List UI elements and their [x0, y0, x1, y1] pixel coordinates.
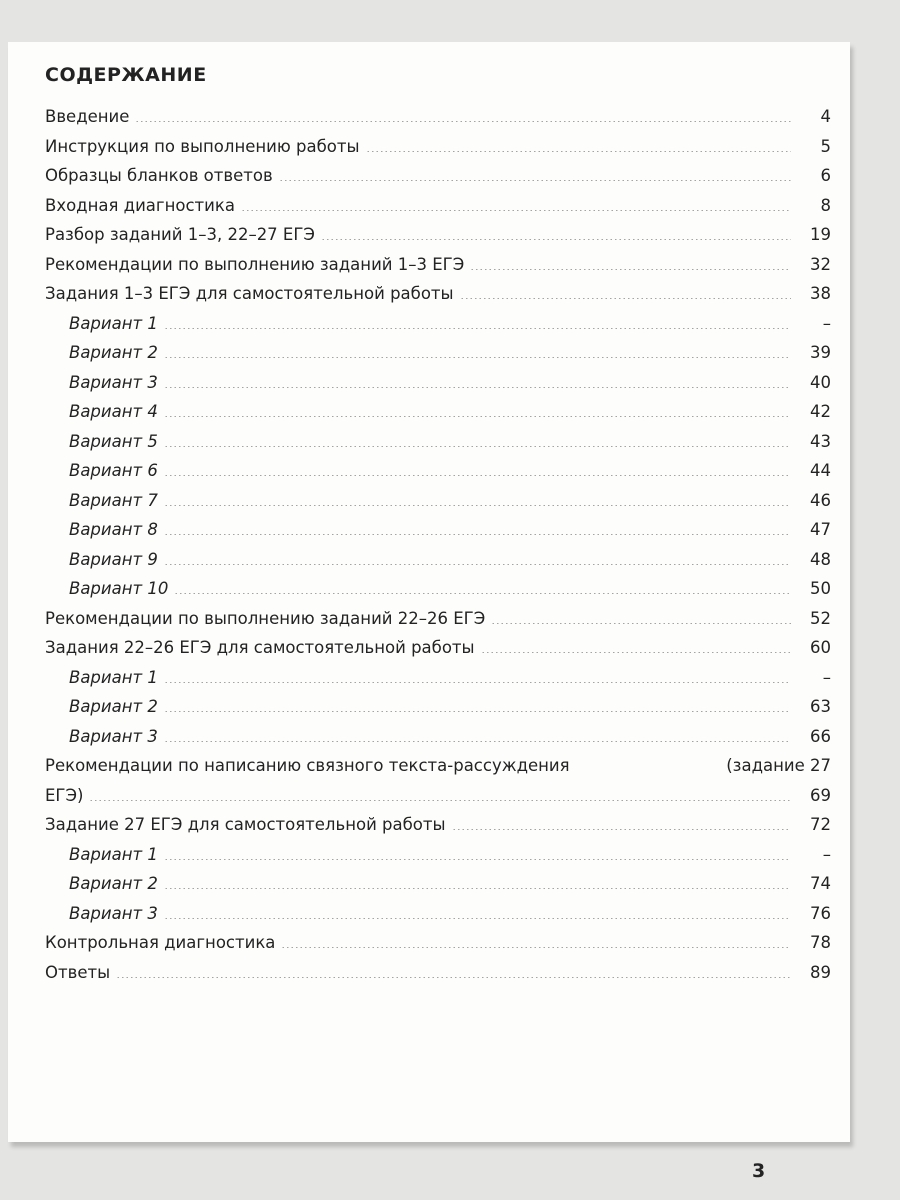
toc-entry-page: 40: [810, 372, 831, 392]
toc-entry-page: 43: [810, 431, 831, 451]
dot-leader: [164, 741, 791, 742]
toc-subentry[interactable]: [45, 427, 831, 457]
toc-entry-page: 48: [810, 549, 831, 569]
toc-entry-title: Контрольная диагностика: [45, 933, 276, 952]
toc-entry[interactable]: [45, 633, 831, 663]
dot-leader: [321, 239, 791, 240]
toc-entry-page: 4: [820, 107, 831, 126]
dot-leader: [470, 269, 791, 270]
toc-entry-title: Вариант 3: [69, 726, 158, 746]
toc-entry-title: Вариант 9: [69, 549, 158, 569]
toc-entry[interactable]: [45, 928, 831, 958]
toc-subentry[interactable]: [45, 309, 831, 339]
toc-subentry[interactable]: [45, 486, 831, 516]
toc-entry-page: 47: [810, 520, 831, 539]
toc-entry-title: Разбор заданий 1–3, 22–27 ЕГЭ: [45, 225, 315, 244]
toc-entry-page: 6: [820, 166, 831, 185]
toc-entry-page: –: [822, 844, 831, 864]
toc-entry-title: Вариант 1: [69, 667, 158, 687]
toc-entry-page: 63: [810, 697, 831, 716]
dot-leader: [366, 151, 791, 152]
toc-entry-page: 39: [810, 343, 831, 362]
toc-entry-page: 50: [810, 579, 831, 598]
toc-entry[interactable]: [45, 751, 831, 810]
toc-entry-page: 44: [810, 461, 831, 480]
dot-leader: [164, 446, 791, 447]
toc-entry[interactable]: [45, 810, 831, 840]
dot-leader: [164, 918, 791, 919]
toc-entry-title: Вариант 1: [69, 313, 158, 333]
dot-leader: [241, 210, 791, 211]
toc-entry[interactable]: [45, 220, 831, 250]
toc-entry-page: –: [822, 667, 831, 687]
toc-subentry[interactable]: [45, 663, 831, 693]
dot-leader: [460, 298, 791, 299]
toc-entry-page: 32: [810, 254, 831, 274]
toc-entry-page: 66: [810, 726, 831, 746]
toc-entry-title: Вариант 10: [69, 579, 169, 598]
toc-entry[interactable]: [45, 958, 831, 988]
toc-subentry[interactable]: [45, 840, 831, 870]
toc-entry-title: Рекомендации по выполнению заданий 1–3 ЕГЭ: [45, 254, 465, 274]
toc-entry[interactable]: [45, 604, 831, 634]
toc-subentry[interactable]: [45, 368, 831, 398]
toc-entry-title: Вариант 5: [69, 431, 158, 451]
dot-leader: [164, 416, 791, 417]
toc-entry-title: Вариант 8: [69, 520, 158, 539]
toc-entry-title: Вариант 7: [69, 490, 158, 510]
toc-entry-page: 19: [810, 225, 831, 244]
toc-entry-title: Вариант 2: [69, 343, 158, 362]
toc-entry-title: Рекомендации по написанию связного текста-рассуждения: [45, 756, 570, 775]
toc-entry-title: Входная диагностика: [45, 195, 235, 215]
dot-leader: [164, 357, 791, 358]
dot-leader: [164, 387, 791, 388]
toc-subentry[interactable]: [45, 722, 831, 752]
toc-entry-title-continuation: ЕГЭ): [45, 785, 84, 805]
page-number: 3: [752, 1160, 766, 1182]
table-of-contents: [45, 102, 831, 987]
toc-entry-page: 76: [810, 903, 831, 923]
toc-entry[interactable]: [45, 132, 831, 162]
dot-leader: [164, 682, 791, 683]
toc-entry-page: –: [822, 313, 831, 333]
dot-leader: [164, 505, 791, 506]
toc-subentry[interactable]: [45, 869, 831, 899]
toc-entry-page: 74: [810, 874, 831, 893]
dot-leader: [491, 623, 791, 624]
toc-subentry[interactable]: [45, 338, 831, 368]
dot-leader: [164, 564, 791, 565]
toc-entry[interactable]: [45, 250, 831, 280]
toc-entry-title: Вариант 3: [69, 903, 158, 923]
toc-entry-title: Инструкция по выполнению работы: [45, 136, 360, 156]
toc-entry-page: 89: [810, 962, 831, 982]
toc-entry-title: Ответы: [45, 962, 111, 982]
dot-leader: [452, 829, 791, 830]
toc-entry[interactable]: [45, 161, 831, 191]
toc-subentry[interactable]: [45, 515, 831, 545]
toc-entry[interactable]: [45, 102, 831, 132]
dot-leader: [164, 534, 791, 535]
toc-entry-title: Задания 1–3 ЕГЭ для самостоятельной работы: [45, 284, 454, 303]
toc-entry-page: 38: [810, 284, 831, 303]
toc-entry-title: Вариант 2: [69, 697, 158, 716]
dot-leader: [164, 888, 791, 889]
toc-entry-title: Введение: [45, 107, 130, 126]
toc-entry[interactable]: [45, 279, 831, 309]
toc-entry-page: 5: [820, 136, 831, 156]
dot-leader: [281, 947, 791, 948]
dot-leader: [481, 652, 791, 653]
toc-subentry[interactable]: [45, 545, 831, 575]
toc-entry-page: 52: [810, 608, 831, 628]
toc-subentry[interactable]: [45, 397, 831, 427]
toc-entry-page: 78: [810, 933, 831, 952]
toc-entry-title: Вариант 1: [69, 844, 158, 864]
toc-entry-title: Вариант 3: [69, 372, 158, 392]
toc-entry[interactable]: [45, 191, 831, 221]
dot-leader: [116, 977, 791, 978]
dot-leader: [89, 800, 791, 801]
dot-leader: [135, 121, 791, 122]
toc-entry-title: Вариант 6: [69, 461, 158, 480]
toc-entry-title: Вариант 2: [69, 874, 158, 893]
toc-entry-page: 72: [810, 815, 831, 834]
toc-entry-page: 60: [810, 638, 831, 657]
dot-leader: [164, 859, 791, 860]
dot-leader: [164, 328, 791, 329]
toc-subentry[interactable]: [45, 456, 831, 486]
toc-entry-title: Задание 27 ЕГЭ для самостоятельной работы: [45, 815, 446, 834]
toc-entry-page: 42: [810, 402, 831, 421]
toc-entry-page: 46: [810, 490, 831, 510]
toc-heading: СОДЕРЖАНИЕ: [45, 64, 207, 86]
toc-entry-title: Вариант 4: [69, 402, 158, 421]
toc-subentry[interactable]: [45, 574, 831, 604]
toc-subentry[interactable]: [45, 692, 831, 722]
toc-entry-page: 69: [810, 785, 831, 805]
toc-entry-title: Образцы бланков ответов: [45, 166, 273, 185]
toc-subentry[interactable]: [45, 899, 831, 929]
dot-leader: [164, 475, 791, 476]
dot-leader: [164, 711, 791, 712]
toc-entry-title: Задания 22–26 ЕГЭ для самостоятельной работы: [45, 638, 475, 657]
dot-leader: [279, 180, 791, 181]
toc-entry-title-suffix: (задание 27: [726, 756, 831, 775]
toc-entry-title: Рекомендации по выполнению заданий 22–26 ЕГЭ: [45, 608, 486, 628]
dot-leader: [174, 593, 791, 594]
toc-entry-page: 8: [820, 195, 831, 215]
